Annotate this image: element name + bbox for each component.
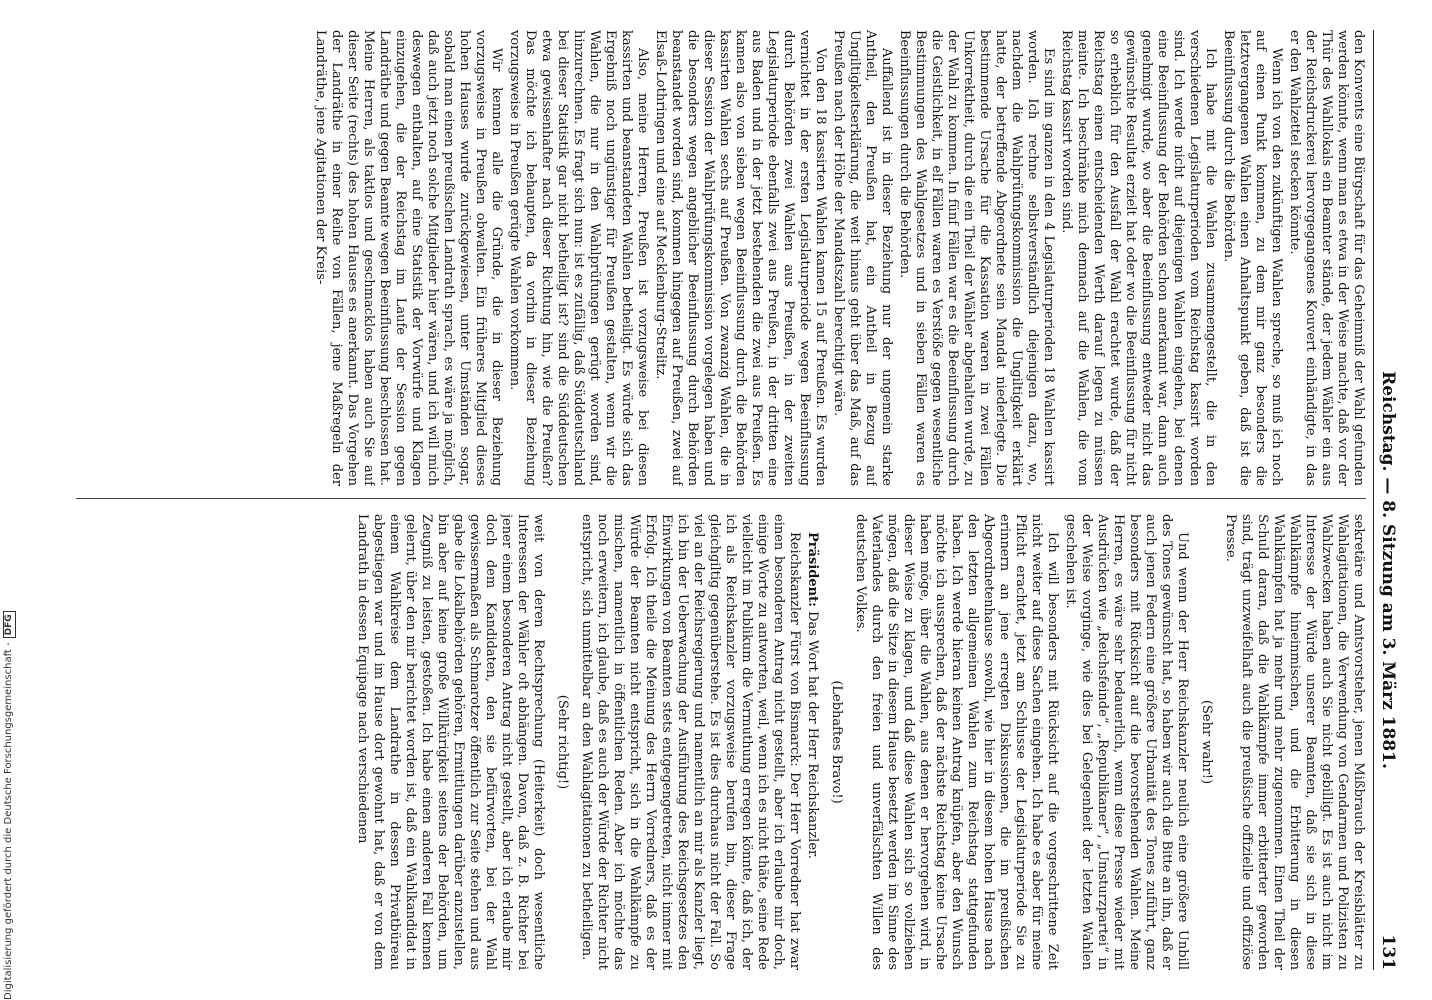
page-number: 131 [1378, 934, 1398, 970]
right-column [76, 514, 1366, 970]
left-paragraph: den Konvents eine Bürgschaft für das Geheimniß der Wahl gefunden werden könnte, wenn man es etwa in der Weise machte, daß vor der Thür des Wahllokals ein Beamter stände, der jedem Wähler ein aus der Reichsdruckerei hervorgegangenes Kouvert einhändigte, in das er den Wahlzettel stecken könnte. [1287, 30, 1366, 486]
left-paragraph: Also, meine Herren, Preußen ist vorzugsweise bei diesen kassirten und beanstandeten Wahlen betheiligt. Es würde sich das Ergebniß noch ungünstiger für Preußen gestalten, wenn wir die Wahlen, die nur in den Wahlprüfungen gerügt worden sind, hinzurechnen. Es fragt sich nun: ist es zufällig, daß Süddeutschland bei dieser Statistik gar nicht betheiligt ist? sind die Süddeutschen etwa gewissenhafter nach dieser Richtung hin, wie die Preußen? Das möchte ich behaupten, da vorhin in dieser Beziehung vorzugsweise in Preußen gerügte Wahlen vorkommen. [507, 30, 650, 486]
footer-text-rotated [2, 0, 16, 1000]
interjection: (Sehr wahr!) [1199, 699, 1214, 785]
left-paragraph: Ich habe mit die Wahlen zusammengestellt, die in den verschiedenen Legislaturperioden vom Reichstag kassirt worden sind. Ich werde nicht auf diejenigen Wahlen eingehen, bei denen eine Beeinflussung der Behörden schon anerkannt war, dann auch genehmigt wurde, wo aber die Beeinflussung entweder nicht das gewünschte Resultat erzielt hat oder wo die Beeinflussung für nicht so erheblich für den Ausfall der Wahl erachtet wurde, daß der Reichstag einen entscheidenden Werth darauf legen zu müssen meinte. Ich beschränke mich demnach auf die Wahlen, die vom Reichstag kassirt worden sind. [1059, 30, 1218, 486]
column-divider [76, 498, 1366, 499]
rotated-content [70, 0, 1400, 1000]
footer-text: Digitalisierung gefördert durch die Deutsche Forschungsgemeinschaft - [3, 642, 14, 1000]
digitization-footer [2, 0, 16, 1000]
interjection: (Sehr richtig!) [555, 694, 570, 790]
right-paragraph: Ich will besonders mit Rücksicht auf die vorgeschrittene Zeit nicht weiter auf diese Sachen eingehen. Ich habe es aber für meine Pflicht erachtet, jetzt am Schlusse der Legislaturperiode Sie zu erinnern an jene erregten Diskussionen, die im preußischen Abgeordnetenhause sowohl, wie hier in diesem hohen Hause nach den letzten allgemeinen Wahlen zum Reichstag stattgefunden haben. Ich werde hieran keinen Antrag knüpfen, aber den Wunsch möchte ich aussprechen, daß der nächste Reichstag keine Ursache haben möge, über die Wahlen, aus denen er hervorgehen wird, in dieser Weise zu klagen, und daß diese Wahlen sich so vollziehen mögen, daß die Sitze in diesem Hause besetzt werden im Sinne des Vaterlandes durch den freien und unverfälschten Willen des deutschen Volkes. [853, 514, 1060, 970]
left-paragraph: Auffallend ist in dieser Beziehung nur der ungemein starke Antheil, den Preußen hat, ein Antheil in Bezug auf Ungiltigkeitserklärung, die weit hinaus geht über das Maß, auf das Preußen nach der Höhe der Mandatszahl berechtigt wäre. [831, 30, 894, 486]
left-paragraph: Es sind im ganzen in den 4 Legislaturperioden 18 Wahlen kassirt worden. Ich rechne selbstverständlich diejenigen dazu, wo, nachdem die Wahlprüfungskommission die Ungiltigkeit erklärt hatte, der betreffende Abgeordnete sein Mandat niederlegte. Die bestimmende Ursache für die Kassation waren in zwei Fällen Unkorrektheit, durch die ein Theil der Wähler abgehalten wurde, zu der Wahl zu kommen. In fünf Fällen war es die Beeinflussung durch die Geistlichkeit, in elf Fällen waren es Verstöße gegen wesentliche Bestimmungen des Wahlgesetzes und in sieben Fällen waren es Beeinflussungen durch die Behörden. [897, 30, 1056, 486]
header-rule [1373, 30, 1374, 970]
right-paragraph: weit von deren Rechtsprechung (Heiterkeit) doch wesentliche Interessen der Wähler oft abhängen. Davon, daß z. B. Richter bei jener einem besonderen Antrag nicht gestellt, aber ich erlaube mir doch dem Kandidaten, den sie befürworten, bei der Wahl gewissermaßen als Schmarotzer öffentlich zur Seite stehen und aus gabe die Lokalbehörden gehören, Ermittlungen darüber anzustellen, bin aber auf keine große Willkürigkeit seitens der Behörden, um Zeugniß zu leisten, gestoßen. Ich habe einen anderen Fall kennen gelernt, über den mir berichtet worden ist, daß ein Wahlkandidat in einem Wahlkreise dem Landrathe in dessen Privatbüreau abgestiegen war und im Hause dort gewohnt hat, daß er von dem Landrath in dessen Equipage nach verschiedenen [355, 514, 546, 970]
right-paragraph: Und wenn der Herr Reichskanzler neulich eine größere Unbill des Tones gewünscht hat, so haben wir auch die Bitte an ihn, daß er auch jenen Federn eine größere Urbanität des Tones zuführt, ganz besonders mit Rücksicht auf die bevorstehenden Wahlen. Meine Herren, es wäre sehr bedauerlich, wenn diese Presse wieder mit Ausdrücken wie „Reichsfeinde“, „Republikaner“, „Umsturzpartei“ in der Weise vorginge, wie dies bei Gelegenheit der letzten Wahlen geschehen ist. [1063, 514, 1190, 970]
president-line [804, 514, 820, 970]
speaker-label: Präsident: [805, 532, 820, 607]
page-title: Reichstag. — 8. Sitzung am 3. März 1881. [1378, 371, 1398, 769]
right-paragraph: Reichskanzler Fürst von Bismarck: Der Herr Vorredner hat zwar einen besonderen Antrag nicht gestellt, aber ich erlaube mir doch, einige Worte zu antworten, weil, wenn ich es nicht thäte, seine Rede vielleicht im Publikum die Vermuthung erregen könnte, daß ich, der ich als Reichskanzler vorzugsweise berufen bin, dieser Frage gleichgiltig gegenüberstehe. Es ist dies durchaus nicht der Fall. So viel an der Reichsregierung und namentlich an mir als Kanzler liegt, ich bin der Ueberwachung der Ausführung des Reichsgesetzes den Einwirkungen von Beamten stets entgegengetreten, nicht immer mit Erfolg. Ich theile die Meinung des Herrn Vorredners, daß es der Würde der Beamten nicht entspricht, sich in die Wahlkämpfe zu mischen, namentlich in öffentlichen Reden. Aber ich möchte das noch erweitern, ich glaube, daß es auch der Würde der Richter nicht entspricht, sich unmittelbar an den Wahlagitationen zu betheiligen. [579, 514, 802, 970]
left-paragraph: Wir kennen alle die Gründe, die in dieser Beziehung vorzugsweise in Preußen obwalten. Ein früheres Mitglied dieses hohen Hauses wurde zurückgewiesen, unter Umständen sogar, sobald man einen preußischen Landrath sprach, es wäre ja möglich, daß auch jetzt noch solche Mitglieder hier wären, und ich will mich deswegen enthalten, auf eine Statistik der Vorwürfe und Klagen einzugehen, die der Reichstag im Laufe der Session gegen Landräthe und gegen Beamte wegen Beeinflussung beschlossen hat. Meine Herren, als taktlos und geschmacklos haben auch Sie auf dieser Seite (rechts) des hohen Hauses es anerkannt. Das Vorgehen der Landräthe in einer Reihe von Fällen, jene Maßregeln der Landräthe, jene Agitationen der Kreis- [313, 30, 504, 486]
interjection: (Lebhaftes Bravo!) [829, 680, 844, 804]
left-paragraph: Von den 18 kassirten Wahlen kamen 15 auf Preußen. Es wurden vernichtet in der ersten Legislaturperiode wegen Beeinflussung durch Behörden zwei Wahlen aus Preußen, in der zweiten Legislaturperiode ebenfalls zwei aus Preußen, in der dritten eine aus Baden und in der jetzt bestehenden die zwei aus Preußen. Es kamen also von sieben wegen Beeinflussung durch die Behörden kassirten Wahlen sechs auf Preußen. Von zwanzig Wahlen, die in dieser Session der Wahlprüfungskommission vorgelegen haben und die besonders wegen angeblicher Beeinflussung durch Behörden beanstandet worden sind, kommen hingegen auf Preußen, zwei auf Elsaß-Lothringen und eine auf Mecklenburg-Strelitz. [653, 30, 828, 486]
left-paragraph: Wenn ich von den zukünftigen Wahlen spreche, so muß ich noch auf einen Punkt kommen, zu dem mir ganz besonders die letztvergangenen Wahlen einen Anhaltspunkt geben, daß ist die Beeinflussung durch die Behörden. [1221, 30, 1284, 486]
left-column [76, 30, 1366, 486]
right-paragraph: sekretäre und Amtsvorsteher, jenen Mißbrauch der Kreisblätter zu Wahlagitationen, die Verwendung von Gendarmen und Polizisten zu Wahlzwecken haben auch Sie nicht gebilligt. Es ist auch nicht im Interesse der Würde unserer Beamten, daß sie sich in diese Wahlkämpfe hineinmischen, und die Erbitterung in diesen Wahlkämpfen hat ja mehr und mehr zugenommen. Einen Theil der Schuld daran, daß die Wahlkämpfe immer erbitterter geworden sind, trägt unzweifelhaft auch die preußische offizielle und offiziöse Presse. [1223, 514, 1366, 970]
page-header [1374, 30, 1400, 970]
dfg-logo: DFG [3, 611, 16, 638]
president-text: Das Wort hat der Herr Reichskanzler. [805, 611, 820, 859]
